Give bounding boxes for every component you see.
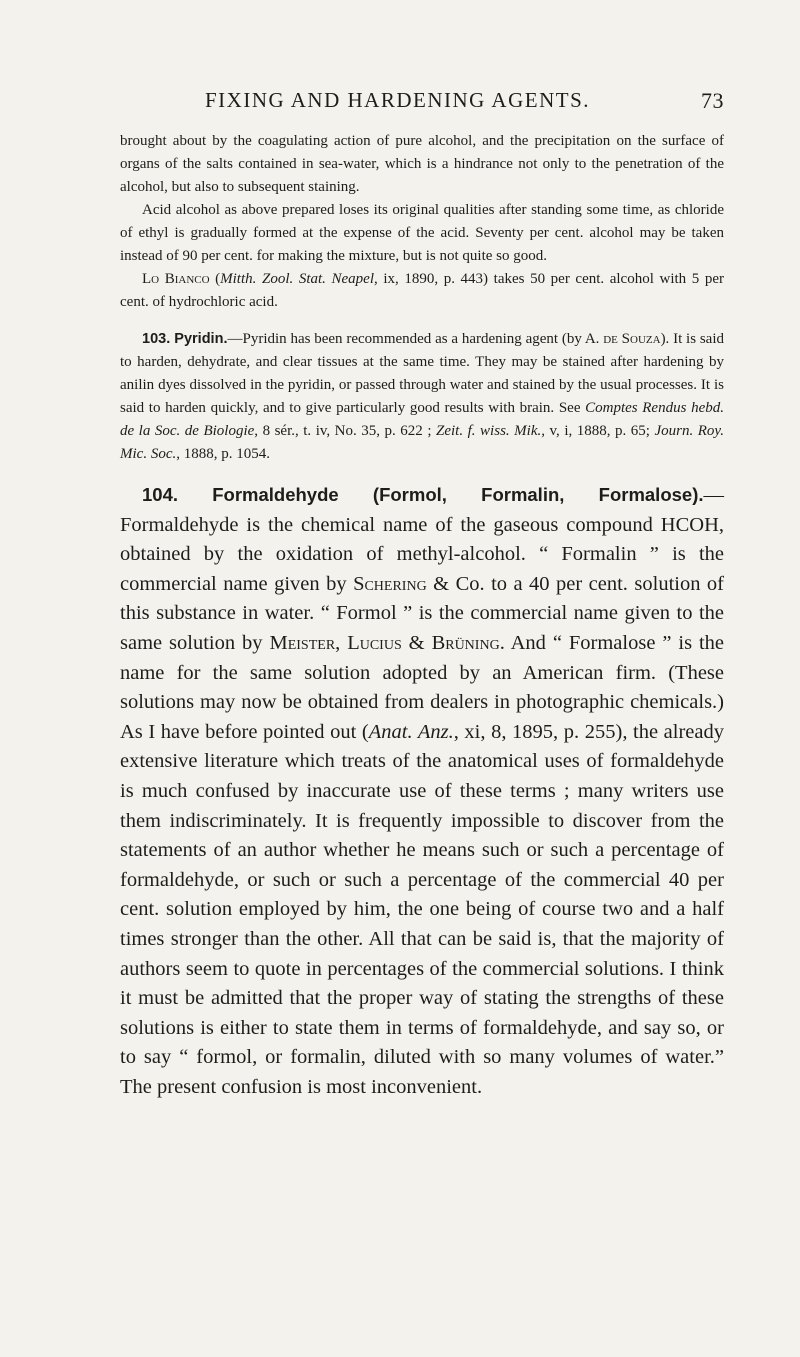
book-page bbox=[120, 88, 724, 1102]
running-header bbox=[120, 88, 724, 118]
text-fragment: , 1888, p. 1054. bbox=[176, 446, 270, 462]
text-fragment: ). It is said to harden, dehydrate, and clear tissues at the same time. They may be stained after hardening by anilin dyes dissolved in the pyridin, or passed through water and stained by the usual processes. It is said to harden quickly, and to give particularly good results with brain. See bbox=[120, 331, 725, 416]
text-fragment: , v, i, 1888, p. 65; bbox=[541, 423, 655, 439]
paragraph-acid-alcohol: Acid alcohol as above prepared loses its original qualities after standing some time, as chloride of ethyl is gradually formed at the expense of the acid. Seventy per cent. alcohol may be taken instead of 90 per cent. for making the mixture, but is not quite so good. bbox=[120, 202, 724, 264]
author-name: Brüning bbox=[431, 631, 500, 654]
page-number: 73 bbox=[701, 88, 724, 113]
text-fragment: , ix, 1890, p. 443) takes 50 per cent. alcohol with 5 per cent. of hydrochloric acid. bbox=[120, 271, 724, 310]
journal-citation: Comptes Rendus hebd. de la Soc. de Biologie bbox=[120, 400, 724, 439]
text-fragment: , 8 sér., t. iv, No. 35, p. 622 ; bbox=[254, 423, 437, 439]
text-fragment: —Formaldehyde is the chemical name of the gaseous compound HCOH, obtained by the oxidation of methyl-alcohol. “ Formalin ” is the commercial name given by bbox=[120, 484, 724, 595]
author-name: Lo Bianco bbox=[142, 271, 210, 287]
section-103-pyridin bbox=[120, 328, 724, 466]
journal-citation: Mitth. Zool. Stat. Neapel bbox=[220, 271, 375, 287]
journal-citation: Anat. Anz. bbox=[368, 720, 454, 743]
paragraph-continuation: brought about by the coagulating action of pure alcohol, and the precipitation on the surface of organs of the salts contained in sea-water, which is a hindrance not only to the penetration of the alcohol, but also to subsequent staining. bbox=[120, 133, 724, 195]
journal-citation: Journ. Roy. Mic. Soc. bbox=[120, 423, 724, 462]
text-fragment: & Co. to a 40 per cent. solution of this substance in water. “ Formol ” is the commercial name given to the same solution by bbox=[120, 572, 724, 654]
journal-citation: Zeit. f. wiss. Mik. bbox=[436, 423, 542, 439]
text-fragment: , xi, 8, 1895, p. 255), the already extensive literature which treats of the anatomical uses of formaldehyde is much confused by inaccurate use of these terms ; many writers use them indiscriminately. It is frequently impossible to discover from the statements of an author whether he means such or such a percentage of formaldehyde, or such or such a percentage of the commercial 40 per cent. solution employed by him, the one being of course two and a half times stronger than the other. All that can be said is, that the majority of authors seem to quote in percentages of the commercial solutions. I think it must be admitted that the proper way of stating the strengths of these solutions is either to state them in terms of formaldehyde, and say so, or to say “ formol, or formalin, diluted with so many volumes of water.” The present confusion is most inconvenient. bbox=[120, 720, 725, 1098]
author-name: de Souza bbox=[603, 331, 661, 347]
text-fragment: . And “ Formalose ” is the name for the same solution adopted by an American firm. (These solutions may now be obtained from dealers in photographic chemicals.) As I have before pointed out ( bbox=[120, 631, 725, 743]
section-heading: 103. Pyridin. bbox=[142, 331, 228, 347]
author-name: Schering bbox=[353, 572, 427, 595]
section-heading: 104. Formaldehyde (Formol, Formalin, Formalose). bbox=[142, 484, 704, 505]
text-fragment: —Pyridin has been recommended as a hardening agent (by A. bbox=[227, 331, 604, 347]
author-name: Meister, Lucius bbox=[269, 631, 402, 654]
text-fragment: ( bbox=[209, 271, 221, 287]
section-104-formaldehyde bbox=[120, 480, 724, 1102]
running-title: FIXING AND HARDENING AGENTS. bbox=[205, 88, 590, 112]
paragraph-lo-bianco bbox=[120, 268, 724, 314]
text-fragment: & bbox=[401, 631, 432, 654]
